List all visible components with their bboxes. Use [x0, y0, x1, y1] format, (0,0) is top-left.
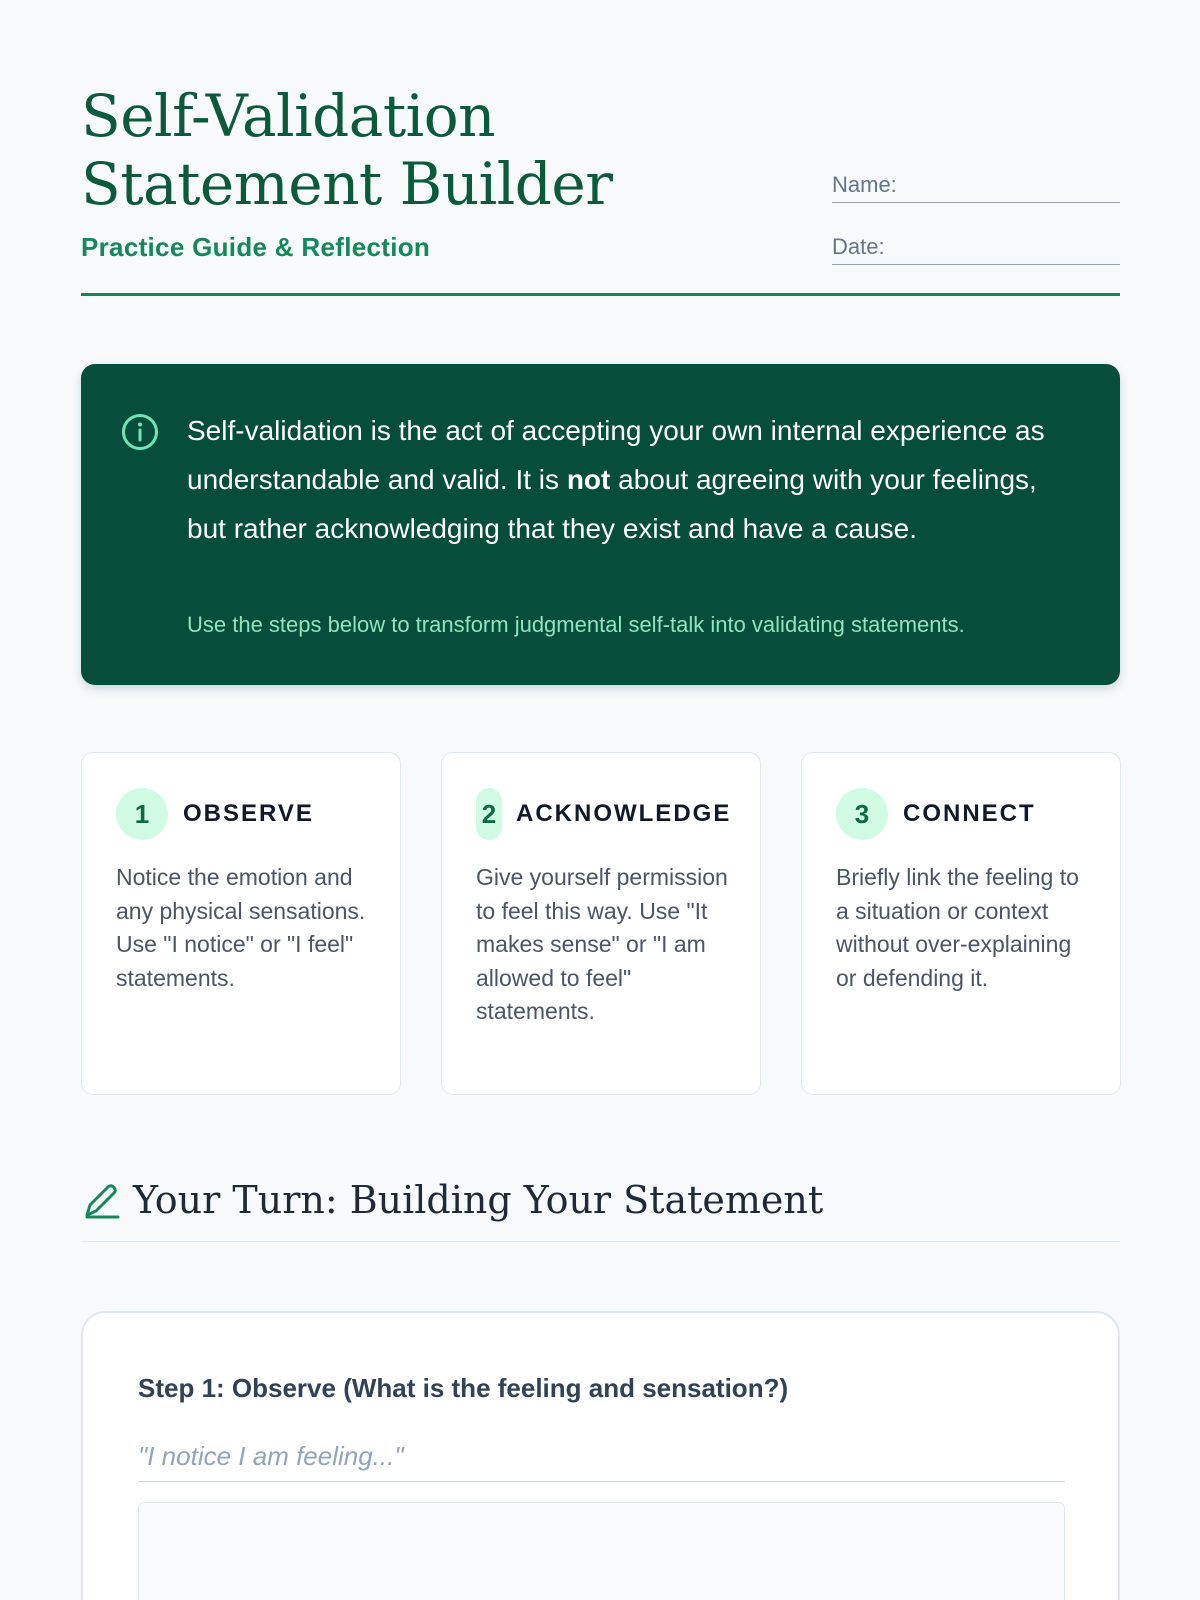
- observe-textarea[interactable]: [138, 1502, 1065, 1600]
- step1-label: Step 1: Observe (What is the feeling and sensation?): [138, 1373, 789, 1403]
- header-divider: [81, 293, 1120, 296]
- step-card-body: Notice the emotion and any physical sensations. Use "I notice" or "I feel" statements.: [116, 864, 366, 991]
- step-card-title: OBSERVE: [183, 800, 314, 827]
- intro-text: [187, 406, 1067, 553]
- intro-callout: [81, 364, 1120, 685]
- page-title: Self-Validation Statement Builder: [81, 82, 613, 218]
- intro-text-emphasis: not: [566, 464, 611, 495]
- step-number-badge: 2: [476, 788, 502, 840]
- step-card-title: CONNECT: [903, 800, 1036, 827]
- worksheet-page: [81, 0, 1120, 1403]
- section-heading: [81, 1178, 1120, 1242]
- step-number-badge: 1: [116, 788, 168, 840]
- step-card-acknowledge: [441, 752, 761, 1095]
- pencil-icon: [81, 1182, 121, 1222]
- step-card-body: Give yourself permission to feel this way. Use "It makes sense" or "I am allowed to feel" statements.: [476, 864, 728, 1024]
- observe-input[interactable]: [138, 1432, 1065, 1482]
- step-number-badge: 3: [836, 788, 888, 840]
- name-label: Name:: [832, 172, 897, 197]
- section-title: Your Turn: Building Your Statement: [133, 1178, 824, 1222]
- intro-subtext: Use the steps below to transform judgmental self-talk into validating statements.: [187, 612, 965, 637]
- header: [81, 0, 1120, 298]
- intro-text-before: Self-validation is the act of accepting your own internal experience as understandable and valid. It is: [187, 415, 1045, 495]
- intro-text-after: about agreeing with your feelings, but rather acknowledging that they exist and have a cause.: [187, 464, 1037, 544]
- step-card-body: Briefly link the feeling to a situation or context without over-explaining or defending it.: [836, 864, 1079, 991]
- date-label: Date:: [832, 234, 885, 259]
- step-card-observe: [81, 752, 401, 1095]
- statement-workspace: [81, 1311, 1120, 1600]
- date-field[interactable]: [832, 235, 1120, 265]
- name-field[interactable]: [832, 173, 1120, 203]
- page-subtitle: Practice Guide & Reflection: [81, 232, 431, 262]
- step-card-connect: [801, 752, 1121, 1095]
- info-icon: [120, 412, 160, 452]
- step-card-title: ACKNOWLEDGE: [516, 800, 732, 827]
